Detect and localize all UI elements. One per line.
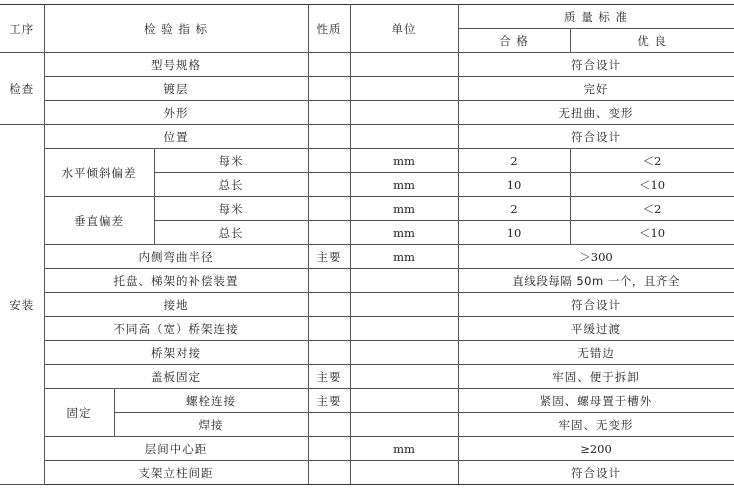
row-standard: 符合设计 — [458, 53, 734, 77]
row-standard: 无错边 — [458, 341, 734, 365]
table-row — [0, 341, 734, 365]
row-unit — [350, 341, 458, 365]
row-sub: 总长 — [154, 221, 308, 245]
row-standard: ＞300 — [458, 245, 734, 269]
row-unit: mm — [350, 197, 458, 221]
row-name: 内侧弯曲半径 — [44, 245, 308, 269]
row-standard: 符合设计 — [458, 293, 734, 317]
row-unit — [350, 53, 458, 77]
row-standard: 完好 — [458, 77, 734, 101]
row-sub: 每米 — [154, 197, 308, 221]
table-row — [0, 101, 734, 125]
row-unit: mm — [350, 149, 458, 173]
table-row — [0, 437, 734, 461]
row-unit — [350, 461, 458, 485]
row-unit: mm — [350, 221, 458, 245]
row-name: 桥架对接 — [44, 341, 308, 365]
row-unit: mm — [350, 437, 458, 461]
row-nature — [308, 293, 350, 317]
row-excellent: ＜2 — [570, 149, 734, 173]
row-name: 支架立柱间距 — [44, 461, 308, 485]
row-unit: mm — [350, 245, 458, 269]
row-unit — [350, 389, 458, 413]
row-standard: 直线段每隔 50m 一个，且齐全 — [458, 269, 734, 293]
row-unit — [350, 101, 458, 125]
row-nature — [308, 173, 350, 197]
row-excellent: ＜10 — [570, 221, 734, 245]
row-name: 位置 — [44, 125, 308, 149]
row-nature — [308, 149, 350, 173]
table-row — [0, 53, 734, 77]
row-qualified: 2 — [458, 149, 570, 173]
header-nature: 性质 — [308, 5, 350, 53]
row-nature — [308, 101, 350, 125]
row-nature — [308, 197, 350, 221]
row-sub: 螺栓连接 — [114, 389, 308, 413]
table-container — [0, 4, 734, 485]
row-standard: 牢固、无变形 — [458, 413, 734, 437]
inspection-standard-table — [0, 4, 734, 485]
row-nature — [308, 317, 350, 341]
header-excellent: 优 良 — [570, 29, 734, 53]
row-unit — [350, 293, 458, 317]
row-standard: 符合设计 — [458, 125, 734, 149]
row-nature — [308, 341, 350, 365]
row-unit — [350, 365, 458, 389]
table-row — [0, 149, 734, 173]
row-sub: 每米 — [154, 149, 308, 173]
row-name: 型号规格 — [44, 53, 308, 77]
header-qualified: 合 格 — [458, 29, 570, 53]
table-row — [0, 365, 734, 389]
table-row — [0, 293, 734, 317]
row-standard: 紧固、螺母置于槽外 — [458, 389, 734, 413]
row-unit — [350, 77, 458, 101]
row-unit — [350, 317, 458, 341]
row-nature — [308, 461, 350, 485]
row-standard: ≥200 — [458, 437, 734, 461]
section-inspect: 检查 — [0, 53, 44, 125]
row-standard: 符合设计 — [458, 461, 734, 485]
row-excellent: ＜2 — [570, 197, 734, 221]
row-name: 外形 — [44, 101, 308, 125]
row-standard: 无扭曲、变形 — [458, 101, 734, 125]
row-nature — [308, 413, 350, 437]
table-row — [0, 389, 734, 413]
row-standard: 平缓过渡 — [458, 317, 734, 341]
row-unit — [350, 413, 458, 437]
table-row — [0, 245, 734, 269]
row-qualified: 10 — [458, 221, 570, 245]
section-install: 安装 — [0, 125, 44, 485]
row-qualified: 2 — [458, 197, 570, 221]
row-standard: 牢固、便于拆卸 — [458, 365, 734, 389]
row-unit: mm — [350, 173, 458, 197]
row-qualified: 10 — [458, 173, 570, 197]
row-name: 层间中心距 — [44, 437, 308, 461]
row-nature: 主要 — [308, 389, 350, 413]
row-group: 固定 — [44, 389, 114, 437]
table-row — [0, 269, 734, 293]
row-name: 接地 — [44, 293, 308, 317]
row-name: 不同高（宽）桥架连接 — [44, 317, 308, 341]
row-name: 镀层 — [44, 77, 308, 101]
table-row — [0, 317, 734, 341]
table-row — [0, 461, 734, 485]
row-name: 盖板固定 — [44, 365, 308, 389]
row-nature: 主要 — [308, 365, 350, 389]
row-nature — [308, 53, 350, 77]
row-nature — [308, 269, 350, 293]
row-nature: 主要 — [308, 245, 350, 269]
table-row — [0, 125, 734, 149]
row-nature — [308, 77, 350, 101]
row-unit — [350, 125, 458, 149]
table-row — [0, 77, 734, 101]
row-name: 托盘、梯架的补偿装置 — [44, 269, 308, 293]
header-standard: 质 量 标 准 — [458, 5, 734, 29]
row-group: 垂直偏差 — [44, 197, 154, 245]
row-nature — [308, 437, 350, 461]
row-nature — [308, 221, 350, 245]
row-sub: 总长 — [154, 173, 308, 197]
header-row-1 — [0, 5, 734, 29]
row-unit — [350, 269, 458, 293]
header-indicator: 检 验 指 标 — [44, 5, 308, 53]
row-group: 水平倾斜偏差 — [44, 149, 154, 197]
row-sub: 焊接 — [114, 413, 308, 437]
row-nature — [308, 125, 350, 149]
table-row — [0, 197, 734, 221]
header-process: 工序 — [0, 5, 44, 53]
row-excellent: ＜10 — [570, 173, 734, 197]
header-unit: 单位 — [350, 5, 458, 53]
